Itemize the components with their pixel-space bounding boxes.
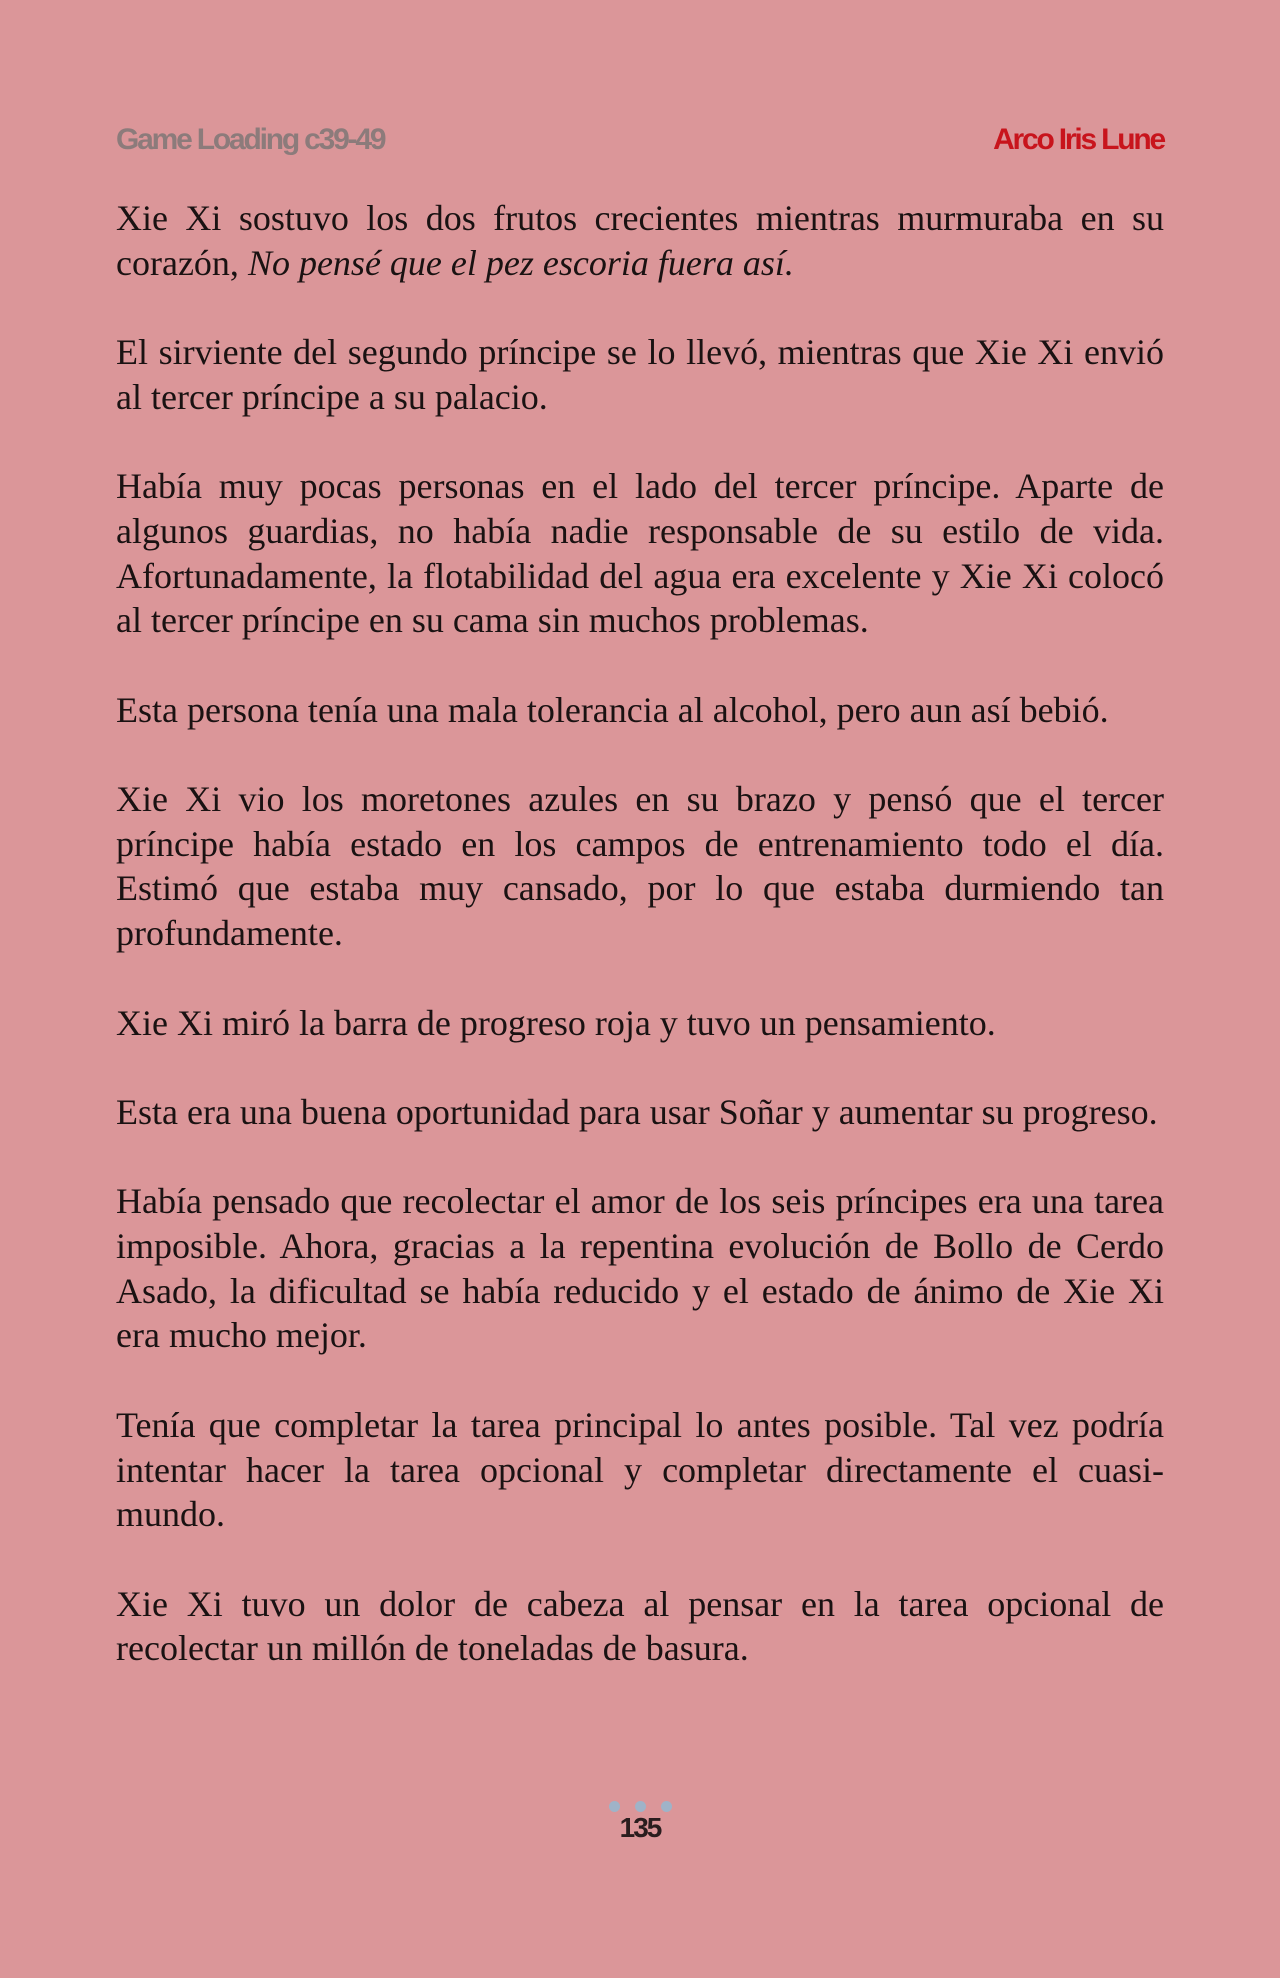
paragraph-text: Tenía que completar la tarea principal lo antes posible. Tal vez podría intentar hacer la tarea opcional y completar directamente el cuasi-mundo. bbox=[116, 1404, 1164, 1535]
paragraph bbox=[116, 1403, 1164, 1537]
paragraph-text: Xie Xi tuvo un dolor de cabeza al pensar en la tarea opcional de recolectar un millón de toneladas de basura. bbox=[116, 1583, 1164, 1669]
dot-icon bbox=[661, 1801, 672, 1812]
paragraph-text: Esta persona tenía una mala tolerancia al alcohol, pero aun así bebió. bbox=[116, 689, 1109, 730]
paragraph bbox=[116, 1582, 1164, 1671]
dot-icon bbox=[635, 1801, 646, 1812]
paragraph bbox=[116, 1179, 1164, 1358]
paragraph-text: Había muy pocas personas en el lado del tercer príncipe. Aparte de algunos guardias, no había nadie responsable de su estilo de vida. Afortunadamente, la flotabilidad del agua era excelente y Xie Xi colocó al tercer príncipe en su cama sin muchos problemas. bbox=[116, 466, 1164, 641]
page-header bbox=[116, 118, 1164, 162]
paragraph-text: Xie Xi miró la barra de progreso roja y tuvo un pensamiento. bbox=[116, 1002, 996, 1043]
paragraph bbox=[116, 330, 1164, 419]
author-name: Arco Iris Lune bbox=[993, 123, 1164, 156]
paragraph-text: Esta era una buena oportunidad para usar Soñar y aumentar su progreso. bbox=[116, 1091, 1158, 1132]
paragraph-text: Había pensado que recolectar el amor de los seis príncipes era una tarea imposible. Ahora, gracias a la repentina evolución de Bollo de Cerdo Asado, la dificultad se había reducido y el estado de ánimo de Xie Xi era mucho mejor. bbox=[116, 1181, 1164, 1356]
dot-icon bbox=[609, 1801, 620, 1812]
paragraph bbox=[116, 464, 1164, 643]
paragraph bbox=[116, 1090, 1164, 1135]
paragraph-text: El sirviente del segundo príncipe se lo llevó, mientras que Xie Xi envió al tercer príncipe a su palacio. bbox=[116, 332, 1164, 417]
ornament-dots bbox=[609, 1800, 672, 1812]
page-number: 135 bbox=[619, 1812, 661, 1843]
page-footer bbox=[0, 1800, 1280, 1842]
paragraph bbox=[116, 196, 1164, 285]
paragraph-italic-text: No pensé que el pez escoria fuera así. bbox=[247, 242, 794, 283]
paragraph bbox=[116, 1001, 1164, 1046]
page-body bbox=[116, 196, 1164, 1671]
book-title: Game Loading c39-49 bbox=[116, 123, 385, 156]
paragraph-text: Xie Xi sostuvo los dos frutos crecientes mientras murmuraba en su corazón, bbox=[116, 198, 1164, 283]
paragraph-text: Xie Xi vio los moretones azules en su brazo y pensó que el tercer príncipe había estado en los campos de entrenamiento todo el día. Estimó que estaba muy cansado, por lo que estaba durmiendo tan profundamente. bbox=[116, 779, 1164, 954]
paragraph bbox=[116, 777, 1164, 956]
paragraph bbox=[116, 688, 1164, 733]
